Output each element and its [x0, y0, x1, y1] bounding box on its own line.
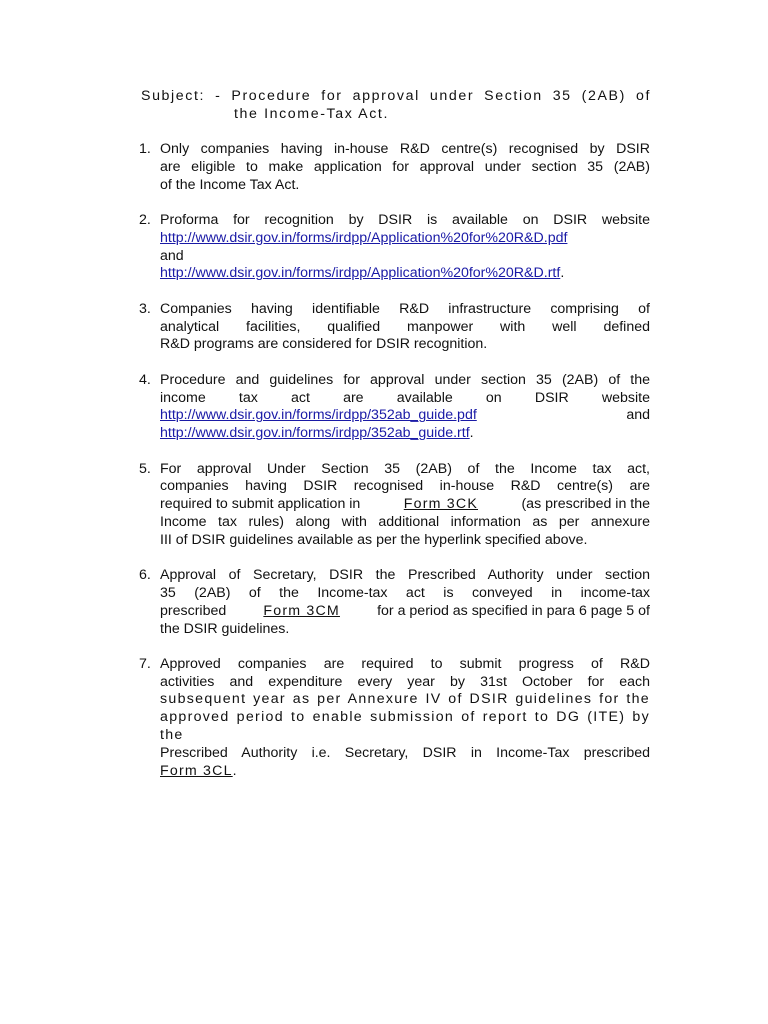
item-text: Prescribed Authority i.e. Secretary, DSIR in Income-Tax prescribed — [160, 744, 650, 761]
application-pdf-link[interactable]: http://www.dsir.gov.in/forms/irdpp/Application%20for%20R&D.pdf — [160, 229, 568, 246]
item-number: 5. — [139, 460, 151, 477]
subject-line-2: the Income-Tax Act. — [234, 106, 389, 122]
item-text: III of DSIR guidelines available as per the hyperlink specified above. — [160, 531, 588, 548]
period: . — [469, 425, 474, 442]
item-text: approved period to enable submission of report to DG (ITE) by the — [160, 709, 650, 744]
item-text: Approved companies are required to submit progress of R&D — [160, 655, 650, 672]
item-body — [160, 372, 650, 443]
form-3ck-ref: Form 3CK — [403, 496, 479, 513]
item-number: 7. — [139, 655, 151, 672]
application-rtf-link[interactable]: http://www.dsir.gov.in/forms/irdpp/Application%20for%20R&D.rtf — [160, 265, 561, 282]
item-body — [160, 301, 650, 354]
form-3cl-ref: Form 3CL — [160, 762, 233, 779]
item-body — [160, 567, 650, 638]
list-item — [0, 301, 768, 354]
item-text: companies having DSIR recognised in-house R&D centre(s) are — [160, 478, 650, 495]
list-item — [0, 656, 768, 781]
guide-pdf-link[interactable]: http://www.dsir.gov.in/forms/irdpp/352ab_guide.pdf — [160, 407, 477, 424]
item-text: (as prescribed in the — [521, 496, 650, 513]
list-item — [0, 461, 768, 550]
item-number: 1. — [139, 141, 151, 157]
item-text: Proforma for recognition by DSIR is available on DSIR website — [160, 211, 650, 228]
item-text: and — [626, 407, 650, 424]
item-number: 2. — [139, 211, 151, 228]
item-text: For approval Under Section 35 (2AB) of the Income tax act, — [160, 460, 650, 477]
guide-rtf-link[interactable]: http://www.dsir.gov.in/forms/irdpp/352ab_guide.rtf — [160, 425, 470, 442]
list-item — [0, 567, 768, 638]
item-text: 35 (2AB) of the Income-tax act is conveyed in income-tax — [160, 584, 650, 601]
period: . — [560, 265, 565, 282]
item-body — [160, 461, 650, 550]
item-body — [160, 141, 650, 194]
item-text: the DSIR guidelines. — [160, 620, 290, 637]
item-number: 6. — [139, 567, 151, 584]
item-text: Approval of Secretary, DSIR the Prescribed Authority under section — [160, 567, 650, 584]
item-text: Companies having identifiable R&D infrastructure comprising of — [160, 300, 650, 317]
item-text: required to submit application in — [160, 496, 361, 513]
item-text: of the Income Tax Act. — [160, 176, 300, 193]
item-text: and — [160, 247, 184, 264]
item-text: Procedure and guidelines for approval under section 35 (2AB) of the — [160, 371, 650, 388]
list-item — [0, 372, 768, 443]
list-item — [0, 212, 768, 283]
item-body — [160, 656, 650, 781]
item-number: 3. — [139, 300, 151, 317]
item-text: are eligible to make application for approval under section 35 (2AB) — [160, 158, 650, 175]
item-number: 4. — [139, 371, 151, 388]
item-text: activities and expenditure every year by 31st October for each — [160, 673, 650, 690]
list-item — [0, 141, 768, 194]
item-body — [160, 212, 650, 283]
item-text: subsequent year as per Annexure IV of DSIR guidelines for the — [160, 691, 650, 708]
item-text: Income tax rules) along with additional information as per annexure — [160, 513, 650, 530]
procedure-list — [0, 141, 768, 798]
form-3cm-ref: Form 3CM — [263, 602, 340, 619]
subject-line-1: Subject: - Procedure for approval under Section 35 (2AB) of — [141, 88, 651, 104]
item-text: prescribed — [160, 602, 227, 619]
item-text: income tax act are available on DSIR website — [160, 389, 650, 406]
period: . — [232, 762, 237, 779]
item-text: R&D programs are considered for DSIR recognition. — [160, 336, 488, 353]
item-text: for a period as specified in para 6 page 5 of — [377, 602, 650, 619]
item-text: analytical facilities, qualified manpower with well defined — [160, 318, 650, 335]
item-text: Only companies having in-house R&D centre(s) recognised by DSIR — [160, 141, 650, 157]
